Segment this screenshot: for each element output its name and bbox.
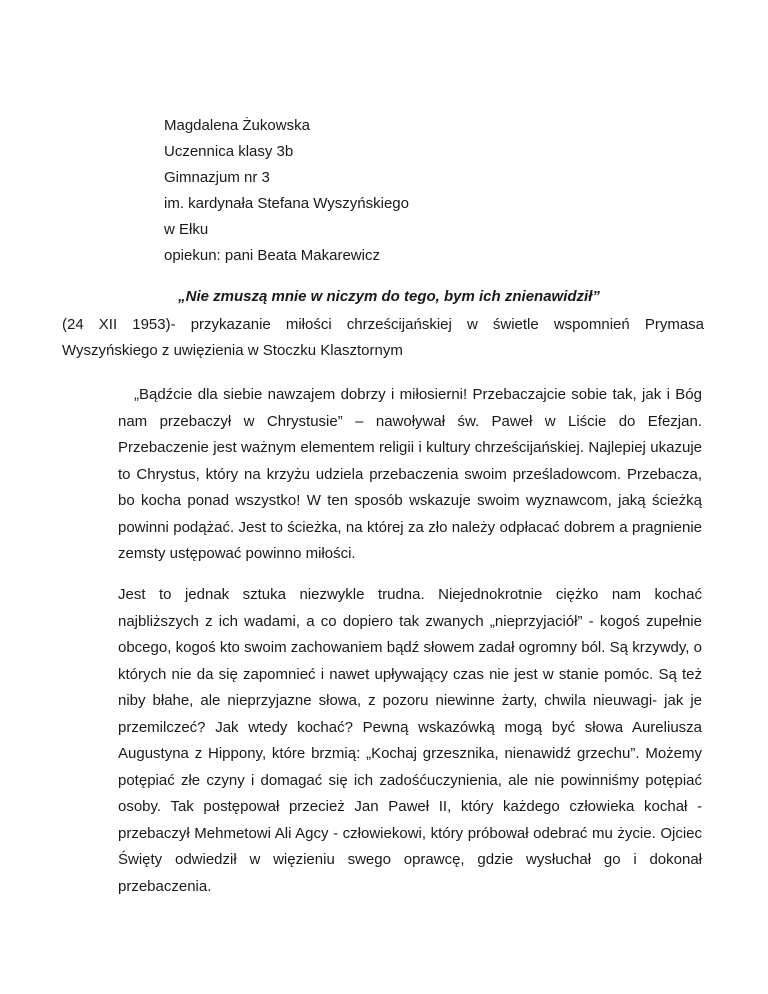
author-info-block (164, 113, 409, 269)
essay-title: „Nie zmuszą mnie w niczym do tego, bym ich znienawidził” (178, 288, 600, 305)
school-city: w Ełku (164, 221, 209, 238)
paragraph-1 (118, 382, 702, 568)
essay-subtitle: (24 XII 1953)- przykazanie miłości chrześcijańskiej w świetle wspomnień Prymasa Wyszyńskiego z uwięzienia w Stoczku Klasztornym (62, 316, 704, 359)
author-name: Magdalena Żukowska (164, 117, 310, 134)
paragraph-2-text: Jest to jednak sztuka niezwykle trudna. Niejednokrotnie ciężko nam kochać najbliższych z ich wadami, a co dopiero tak zwanych „nieprzyjaciół” - kogoś zupełnie obcego, kogoś kto swoim zachowaniem bądź słowem zadał ogromny ból. Są krzywdy, o których nie da się zapomnieć i nawet upływający czas nie jest w stanie pomóc. Są też niby błahe, ale nieprzyjazne słowa, z pozoru niewinne żarty, chwila nieuwagi- jak je przemilczeć? Jak wtedy kochać? Pewną wskazówką mogą być słowa Aureliusza Augustyna z Hippony, które brzmią: „Kochaj grzesznika, nienawidź grzechu”. Możemy potępiać złe czyny i domagać się ich zadośćuczynienia, ale nie powinniśmy potępiać osoby. Tak postępował przecież Jan Paweł II, który każdego człowieka kochał - przebaczył Mehmetowi Ali Agcy - człowiekowi, który próbował odebrać mu życie. Ojciec Święty odwiedził w więzieniu swego oprawcę, gdzie wysłuchał go i dokonał przebaczenia. (118, 586, 702, 895)
paragraph-1-text: „Bądźcie dla siebie nawzajem dobrzy i miłosierni! Przebaczajcie sobie tak, jak i Bóg nam przebaczył w Chrystusie” – nawoływał św. Paweł w Liście do Efezjan. Przebaczenie jest ważnym elementem religii i kultury chrześcijańskiej. Najlepiej ukazuje to Chrystus, który na krzyżu udziela przebaczenia swoim prześladowcom. Przebacza, bo kocha ponad wszystko! W ten sposób wskazuje swoim wyznawcom, jaką ścieżką powinni podążać. Jest to ścieżka, na której za zło należy odpłacać dobrem a pragnienie zemsty ustępować powinno miłości. (118, 386, 702, 562)
school-patron: im. kardynała Stefana Wyszyńskiego (164, 195, 409, 212)
author-role: Uczennica klasy 3b (164, 143, 294, 160)
supervisor: opiekun: pani Beata Makarewicz (164, 247, 380, 264)
paragraph-2 (118, 582, 702, 900)
author-school: Gimnazjum nr 3 (164, 169, 270, 186)
